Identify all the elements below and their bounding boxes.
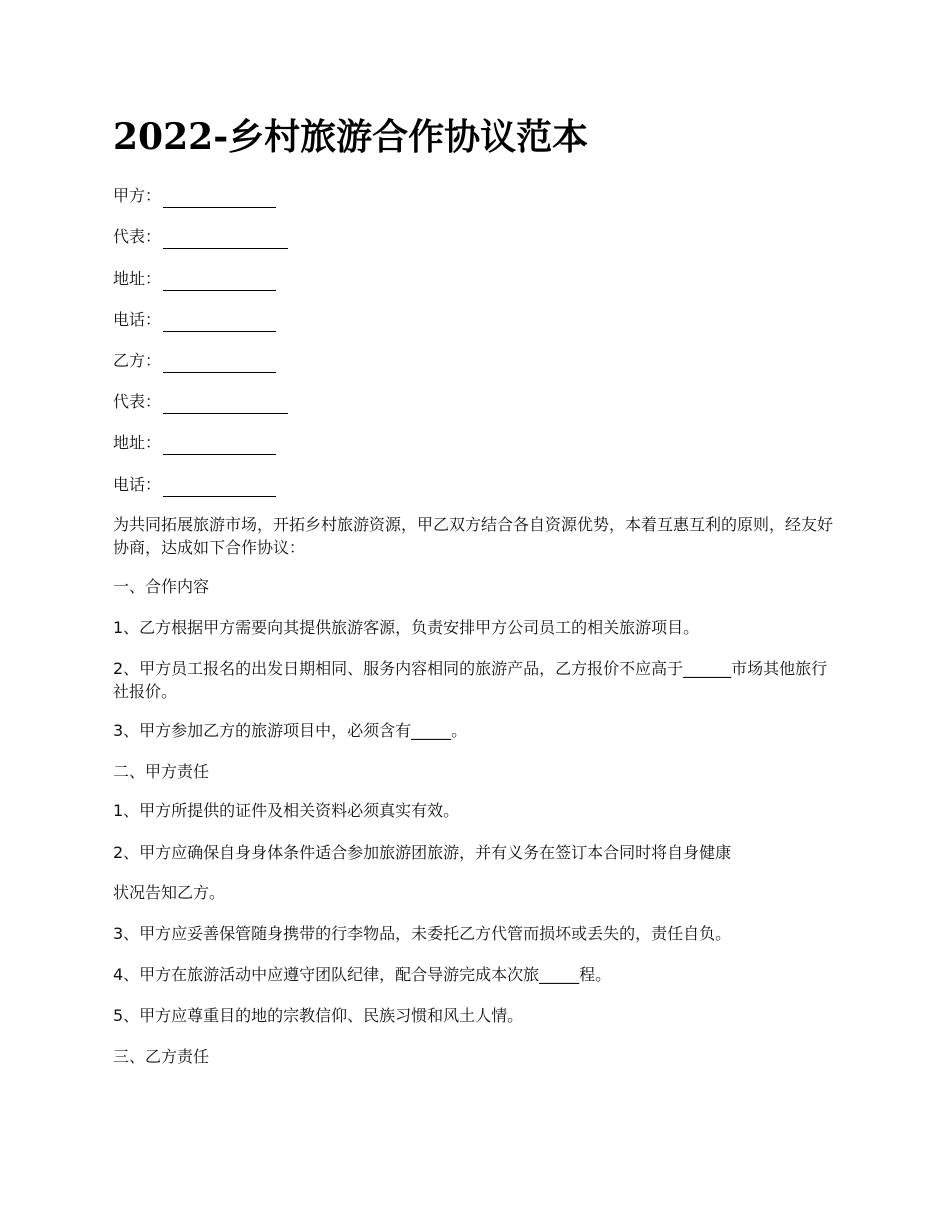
- intro-paragraph: 为共同拓展旅游市场，开拓乡村旅游资源，甲乙双方结合各自资源优势，本着互惠互利的原则，经友好协商，达成如下合作协议：: [113, 515, 834, 557]
- clause-text: 5、甲方应尊重目的地的宗教信仰、民族习惯和风土人情。: [113, 1006, 524, 1025]
- party-label: 地址：: [113, 269, 162, 288]
- fill-blank: [163, 354, 276, 373]
- fill-blank: [163, 436, 276, 455]
- fill-blank: [163, 189, 276, 208]
- section-heading-party-a: 二、甲方责任: [113, 762, 210, 781]
- clause-text: 1、乙方根据甲方需要向其提供旅游客源，负责安排甲方公司员工的相关旅游项目。: [113, 618, 700, 637]
- clause-text: 3、甲方参加乙方的旅游项目中，必须含有_____。: [113, 721, 468, 740]
- party-b-name-row: [113, 349, 276, 373]
- fill-blank: [163, 395, 288, 414]
- party-label: 代表：: [113, 227, 162, 246]
- fill-blank: [163, 313, 276, 332]
- party-b-address-row: [113, 431, 276, 455]
- party-a-name-row: [113, 184, 276, 208]
- party-label: 甲方：: [113, 186, 162, 205]
- party-b-representative-row: [113, 390, 288, 414]
- clause-text: 4、甲方在旅游活动中应遵守团队纪律，配合导游完成本次旅_____程。: [113, 965, 612, 984]
- section-heading-party-b: 三、乙方责任: [113, 1047, 210, 1066]
- clause-text: 2、甲方员工报名的出发日期相同、服务内容相同的旅游产品，乙方报价不应高于______市场其他旅行社报价。: [113, 659, 828, 701]
- party-label: 乙方：: [113, 351, 162, 370]
- clause-text: 3、甲方应妥善保管随身携带的行李物品，未委托乙方代管而损坏或丢失的，责任自负。: [113, 924, 732, 943]
- party-label: 电话：: [113, 310, 162, 329]
- party-a-phone-row: [113, 308, 276, 332]
- party-label: 电话：: [113, 475, 162, 494]
- fill-blank: [163, 230, 288, 249]
- clause-text: 1、甲方所提供的证件及相关资料必须真实有效。: [113, 801, 460, 820]
- section-heading-cooperation: 一、合作内容: [113, 577, 210, 596]
- party-b-phone-row: [113, 473, 276, 497]
- document-title: 2022-乡村旅游合作协议范本: [113, 116, 589, 158]
- party-a-representative-row: [113, 225, 288, 249]
- party-label: 地址：: [113, 433, 162, 452]
- clause-text: 状况告知乙方。: [113, 883, 226, 902]
- clause-text: 2、甲方应确保自身身体条件适合参加旅游团旅游，并有义务在签订本合同时将自身健康: [113, 843, 732, 862]
- party-label: 代表：: [113, 392, 162, 411]
- fill-blank: [163, 478, 276, 497]
- party-a-address-row: [113, 267, 276, 291]
- fill-blank: [163, 272, 276, 291]
